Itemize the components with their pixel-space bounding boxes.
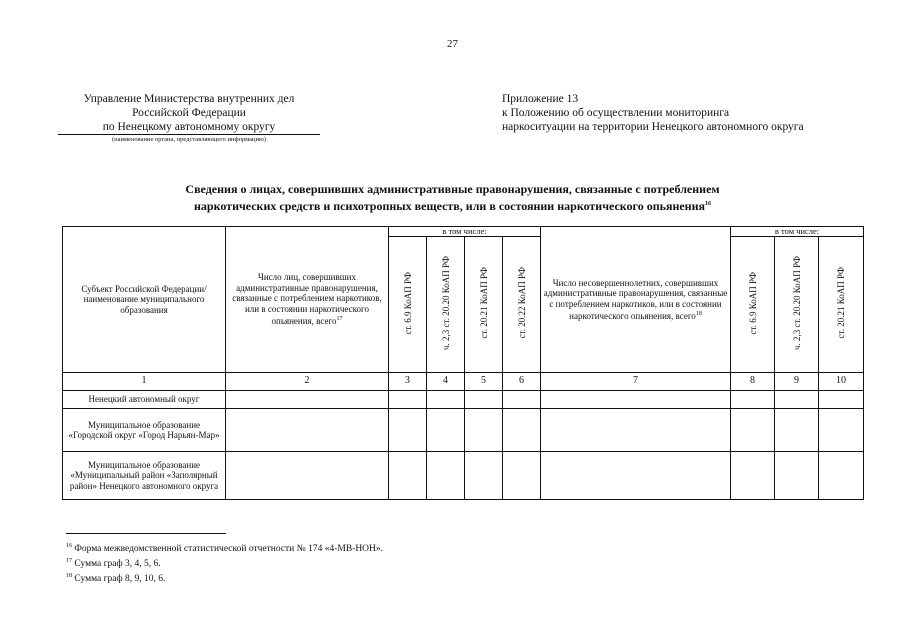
table-cell [226,409,389,452]
subheader-including-2: в том числе: [731,227,864,237]
report-table [62,226,864,500]
footnote-ref: 17 [66,558,72,565]
column-number: 10 [819,373,864,391]
col6-header-text: ст. 20.22 КоАП РФ [516,267,527,340]
col1-header-text: Субъект Российской Федерации/наименование муниципального образования [81,283,207,315]
table-row [63,452,864,500]
table-cell [503,391,541,409]
footnote-ref: 18 [66,573,72,580]
column-number: 9 [775,373,819,391]
footnote-text: Форма межведомственной статистической отчетности № 174 «4-МВ-НОН». [74,544,384,555]
col7-header-ref: 18 [695,311,702,317]
col10-header-text: ст. 20.21 КоАП РФ [836,267,847,340]
footnote-16 [66,540,383,555]
table-cell [427,409,465,452]
col3-header [389,237,427,373]
col5-header [465,237,503,373]
col9-header [775,237,819,373]
footnote-17 [66,555,383,570]
org-line-3: по Ненецкому автономному округу [58,120,320,135]
appendix-line-1: Приложение 13 [502,93,579,105]
table-cell [389,391,427,409]
column-number: 8 [731,373,775,391]
organization-block [58,92,320,144]
table-row [63,409,864,452]
col2-header-text: Число лиц, совершивших административные правонарушения, связанные с потреблением наркотиков, или в состоянии наркотического опьянения, всего [232,272,382,327]
col2-header-ref: 17 [336,316,343,323]
col9-header-text: ч. 2,3 ст. 20.20 КоАП РФ [791,256,802,351]
column-number: 3 [389,373,427,391]
table-cell [465,409,503,452]
column-number: 5 [465,373,503,391]
table-cell [819,391,864,409]
table-cell [731,409,775,452]
column-numbers-row [63,373,864,391]
table-cell [731,452,775,500]
table-cell [541,409,731,452]
column-number: 1 [63,373,226,391]
table-cell [389,409,427,452]
table-cell [226,391,389,409]
table-cell [389,452,427,500]
table-cell [503,409,541,452]
table-cell [775,452,819,500]
table-cell [541,452,731,500]
col5-header-text: ст. 20.21 КоАП РФ [478,267,489,340]
row-label-nao: Ненецкий автономный округ [63,391,226,409]
footnote-separator [66,533,226,534]
column-number: 7 [541,373,731,391]
page-number: 27 [447,38,458,50]
org-line-2: Российской Федерации [132,107,246,119]
footnote-text: Сумма граф 8, 9, 10, 6. [74,574,166,585]
table-cell [465,452,503,500]
table-cell [819,452,864,500]
column-number: 6 [503,373,541,391]
col10-header [819,237,864,373]
appendix-line-2: к Положению об осуществлении мониторинга [502,107,730,119]
col4-header-text: ч. 2,3 ст. 20.20 КоАП РФ [440,256,451,351]
footnote-text: Сумма граф 3, 4, 5, 6. [74,559,161,570]
table-cell [465,391,503,409]
table-cell [775,391,819,409]
col8-header [731,237,775,373]
header-row-1 [63,227,864,237]
col8-header-text: ст. 6.9 КоАП РФ [747,271,758,335]
column-number: 2 [226,373,389,391]
table-cell [775,409,819,452]
footnote-ref: 16 [66,543,72,549]
document-title [80,182,825,214]
footnote-18 [66,570,383,585]
col4-header [427,237,465,373]
table-cell [541,391,731,409]
appendix-block [502,92,882,134]
footnotes [66,540,383,585]
table-cell [731,391,775,409]
col1-header [63,227,226,373]
table-cell [427,391,465,409]
row-label-zapolyarny: Муниципальное образование «Муниципальный район «Заполярный район» Ненецкого автономного округа [63,452,226,500]
col7-header-text: Число несовершеннолетних, совершивших административные правонарушения, связанные с потреблением наркотиков, или в состоянии наркотического опьянения, всего [543,277,728,321]
title-line-2 [80,197,825,214]
row-label-naryan-mar: Муниципальное образование «Городской округ «Город Нарьян-Мар» [63,409,226,452]
table-cell [819,409,864,452]
col6-header [503,237,541,373]
title-line-2-text: наркотических средств и психотропных веществ, или в состоянии наркотического опьянения [193,199,706,213]
table-cell [226,452,389,500]
table-cell [427,452,465,500]
org-line-1: Управление Министерства внутренних дел [83,93,295,105]
table-row [63,391,864,409]
org-caption: (наименование органа, представляющего информацию) [111,136,267,143]
title-footnote-ref: 16 [705,201,712,207]
title-line-1: Сведения о лицах, совершивших административные правонарушения, связанные с потреблением [185,182,720,196]
table-cell [503,452,541,500]
subheader-including-1: в том числе: [389,227,541,237]
col2-header [226,227,389,373]
column-number: 4 [427,373,465,391]
col7-header [541,227,731,373]
appendix-line-3: наркоситуации на территории Ненецкого автономного округа [502,121,804,133]
col3-header-text: ст. 6.9 КоАП РФ [402,271,413,335]
